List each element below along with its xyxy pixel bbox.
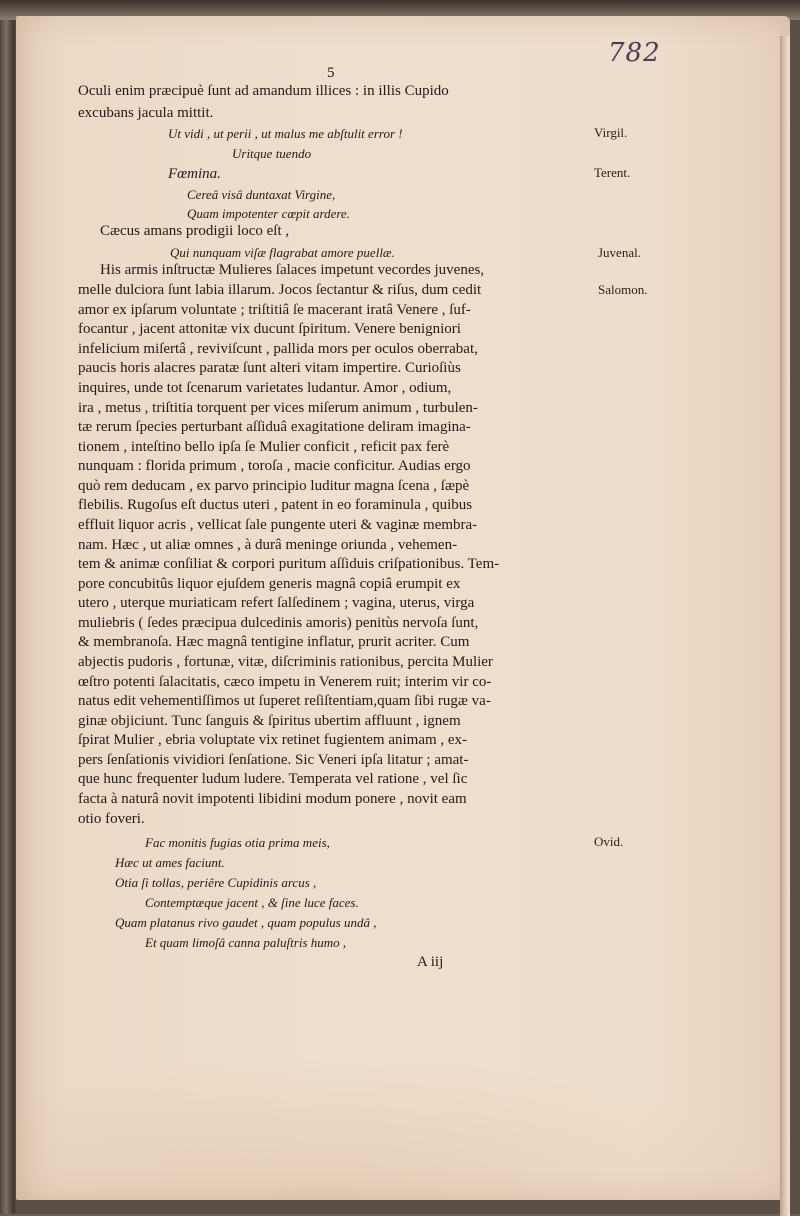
margin-note: Salomon. xyxy=(598,282,648,297)
text-line: tem & animæ conſiliat & corpori puritum aſſiduis criſpationibus. Tem- xyxy=(78,556,500,572)
margin-note: Ovid. xyxy=(594,834,624,849)
text-line: nunquam : florida primum , toroſa , macie conficitur. Audias ergo xyxy=(78,458,471,474)
text-line: otio foveri. xyxy=(78,811,145,827)
text-line: utero , uterque muriaticam refert ſalſedinem ; vagina, uterus, virga xyxy=(78,595,475,611)
verse-line: Qui nunquam viſæ flagrabat amore puellæ. xyxy=(170,245,395,260)
text-line: His armis inſtructæ Mulieres ſalaces impetunt vecordes juvenes, xyxy=(100,262,485,278)
text-line: tæ rerum ſpecies perturbant aſſiduâ exagitatione deliram imagina- xyxy=(78,419,471,435)
margin-note: Terent. xyxy=(594,165,631,180)
text-line: nam. Hæc , ut aliæ omnes , à durâ meninge oriunda , vehemen- xyxy=(78,537,458,553)
verse-line: Contemptæque jacent , & ſine luce faces. xyxy=(145,895,359,910)
text-line: paucis horis alacres paratæ ſunt alteri vitam impertire. Curioſiùs xyxy=(78,360,461,376)
verse-line: Otia ſi tollas, periêre Cupidinis arcus , xyxy=(115,875,317,890)
verse-line: Fac monitis fugias otia prima meis, xyxy=(145,835,330,850)
verse-line: Quam platanus rivo gaudet , quam populus undâ , xyxy=(115,915,377,930)
signature-mark: A iij xyxy=(417,954,444,970)
text-line: pore concubitûs liquor ejuſdem generis magnâ copiâ erumpit ex xyxy=(78,576,461,592)
verse-line: Uritque tuendo xyxy=(232,146,312,161)
text-line: excubans jacula mittit. xyxy=(78,105,214,121)
text-line: pers ſenſationis vividiori ſenſatione. Sic Veneri ipſa litatur ; amat- xyxy=(78,752,469,768)
text-line: ſpirat Mulier , ebria voluptate vix retinet fugientem animam , ex- xyxy=(78,732,468,748)
verse-line: Ut vidi , ut perii , ut malus me abſtulit error ! xyxy=(168,126,403,141)
text-line: Cæcus amans prodigii loco eſt , xyxy=(100,223,290,239)
text-line: flebilis. Rugoſus eſt ductus uteri , patent in eo foraminula , quibus xyxy=(78,497,473,513)
text-line: abjectis pudoris , fortunæ, vitæ, diſcriminis rationibus, percita Mulier xyxy=(78,654,493,670)
text-line: effluit liquor acris , vellicat ſale pungente uteri & vaginæ membra- xyxy=(78,517,478,533)
page-number: 5 xyxy=(327,65,335,81)
margin-note: Juvenal. xyxy=(598,245,641,260)
verse-line: Hæc ut ames faciunt. xyxy=(115,855,225,870)
text-line: tionem , inteſtino bello ipſa ſe Mulier conficit , reficit pax ferè xyxy=(78,439,450,455)
margin-note: Virgil. xyxy=(594,125,628,140)
verse-line: Quam impotenter cœpit ardere. xyxy=(187,206,350,221)
text-line: facta à naturâ novit impotenti libidini modum ponere , novit eam xyxy=(78,791,467,807)
text-line: œſtro potenti ſalacitatis, cæco impetu in Venerem ruit; interim vir co- xyxy=(78,674,492,690)
verse-line: Cereâ visâ duntaxat Virgine, xyxy=(187,187,336,202)
verse-line: Et quam limoſâ canna paluſtris humo , xyxy=(145,935,347,950)
folio-number: 782 xyxy=(608,38,661,68)
page-edge-right xyxy=(780,36,790,1216)
text-line: ginæ objiciunt. Tunc ſanguis & ſpiritus ubertim affluunt , ignem xyxy=(78,713,461,729)
text-line: infelicium miſertâ , reviviſcunt , pallida mors per oculos oberrabat, xyxy=(78,341,478,357)
text-line: que hunc frequenter ludum ludere. Temperata vel ratione , vel ſic xyxy=(78,771,468,787)
text-line: inquires, unde tot ſcenarum varietates ludantur. Amor , odium, xyxy=(78,380,452,396)
text-line: quò rem deducam , ex parvo principio luditur magna ſcena , ſæpè xyxy=(78,478,470,494)
text-line: & membranoſa. Hæc magnâ tentigine inflatur, prurit acriter. Cum xyxy=(78,634,470,650)
text-line: muliebris ( ſedes præcipua dulcedinis amoris) penitùs nervoſa ſunt, xyxy=(78,615,479,631)
text-line: natus edit vehementiſſimos ut ſuperet reſiſtentiam,quam ſibi rugæ va- xyxy=(78,693,491,709)
page-stain xyxy=(16,1056,790,1200)
text-line: melle dulciora ſunt labia illarum. Jocos ſectantur & riſus, dum cedit xyxy=(78,282,482,298)
text-line: focantur , jacent attonitæ vix ducunt ſpiritum. Venere benigniori xyxy=(78,321,461,337)
text-line: ira , metus , triſtitia torquent per vices miſerum animum , turbulen- xyxy=(78,400,478,416)
text-line: amor ex ipſarum voluntate ; triſtitiâ ſe macerant iratâ Venere , ſuf- xyxy=(78,302,471,318)
text-line: Oculi enim præcipuè ſunt ad amandum illices : in illis Cupido xyxy=(78,83,449,99)
verse-line: Fœmina. xyxy=(168,166,221,182)
